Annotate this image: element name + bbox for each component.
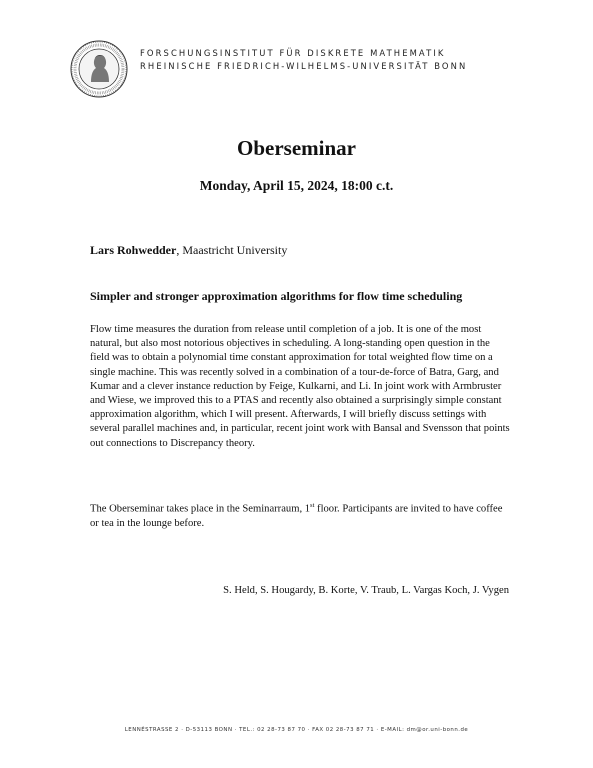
speaker-affiliation: , Maastricht University — [176, 243, 288, 257]
university-seal-icon — [70, 40, 128, 98]
venue-note — [90, 499, 510, 531]
page-title: Oberseminar — [237, 136, 356, 160]
footer-address: LENNÉSTRASSE 2 · D-53113 BONN · TEL.: 02 28-73 87 70 · FAX 02 28-73 87 71 · E-MAIL: dm@or.uni-bonn.de — [124, 727, 469, 733]
institute-name: FORSCHUNGSINSTITUT FÜR DISKRETE MATHEMATIK — [140, 48, 446, 58]
venue-text-after: floor. Participants are invited to have coffee or tea in the lounge before. — [90, 503, 503, 529]
organizers: S. Held, S. Hougardy, B. Korte, V. Traub, L. Vargas Koch, J. Vygen — [223, 585, 509, 596]
talk-title: Simpler and stronger approximation algorithms for flow time scheduling — [90, 289, 463, 303]
speaker-name: Lars Rohwedder — [90, 243, 177, 257]
seminar-datetime: Monday, April 15, 2024, 18:00 c.t. — [199, 178, 394, 193]
venue-floor-superscript: st — [310, 502, 315, 509]
university-name: RHEINISCHE FRIEDRICH-WILHELMS-UNIVERSITÄT BONN — [140, 61, 468, 71]
venue-text-before: The Oberseminar takes place in the Seminarraum, 1 — [90, 503, 311, 515]
institute-header — [140, 47, 540, 73]
abstract-text: Flow time measures the duration from release until completion of a job. It is one of the most natural, but also most notorious objectives in scheduling. A long-standing open question in the field was to obtain a polynomial time constant approximation for total weighted flow time on a single machine. This was recently solved in a combination of a tour-de-force of Batra, Garg, and Kumar and a clever instance reduction by Feige, Kulkarni, and Li. In joint work with Armbruster and Wiese, we improved this to a PTAS and recently also obtained a surprisingly simple constant approximation algorithm, which I will present. Afterwards, I will briefly discuss settings with several parallel machines and, in particular, recent joint work with Bansal and Svensson that points out connections to Discrepancy theory. — [90, 324, 510, 449]
speaker-line — [90, 243, 287, 258]
